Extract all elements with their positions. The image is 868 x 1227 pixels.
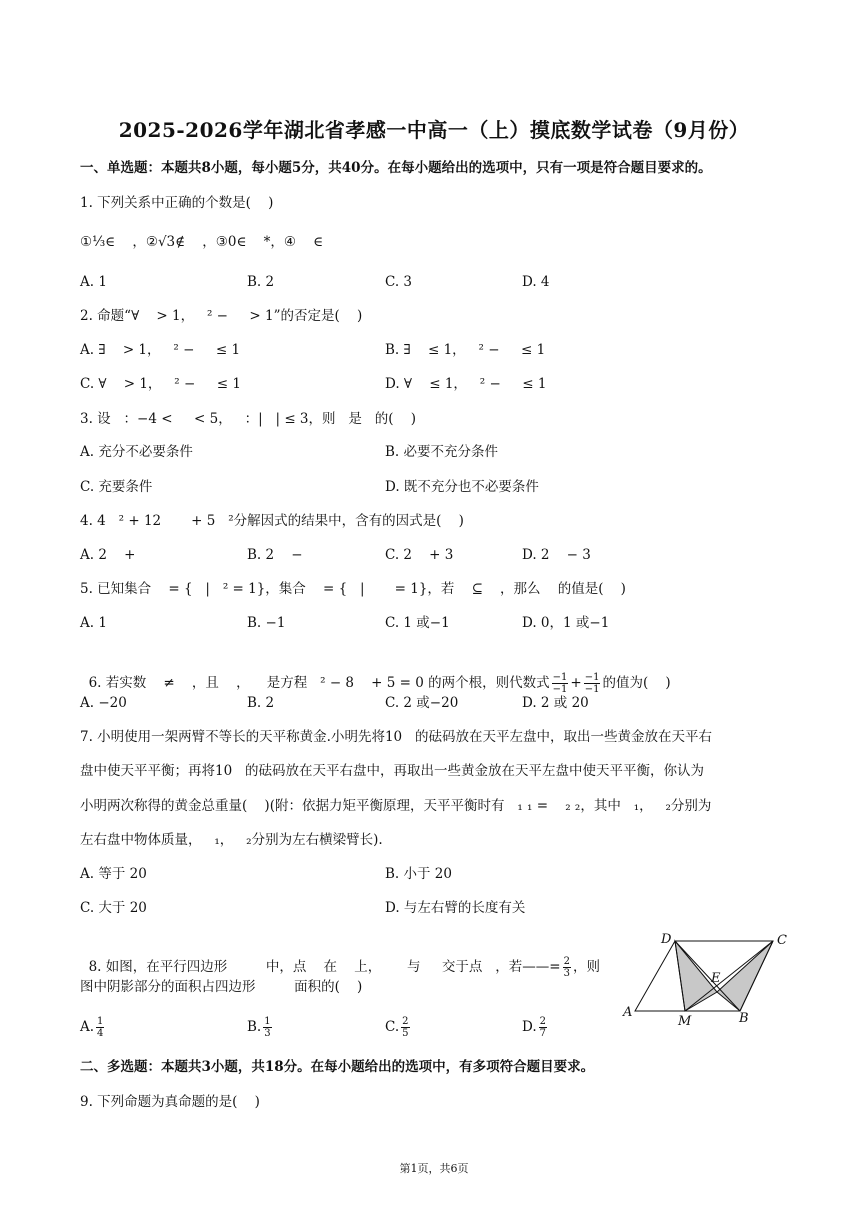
q2-option-b: B. ∃ ≤ 1， ² − ≤ 1 <box>385 342 546 358</box>
q1-option-d: D. 4 <box>522 274 550 290</box>
q8-ratio-denominator: 3 <box>563 968 570 979</box>
q7-option-b: B. 小于 20 <box>385 866 452 882</box>
q2-option-d: D. ∀ ≤ 1， ² − ≤ 1 <box>385 376 547 392</box>
q6-stem-part-a: 6. 若实数 ≠ ，且 ， 是方程 ² − 8 + 5 = 0 的两个根，则代数式 <box>88 675 550 691</box>
parallelogram-figure <box>615 926 795 1026</box>
q4-option-b: B. 2 − <box>247 547 303 563</box>
q2-option-c: C. ∀ > 1， ² − ≤ 1 <box>80 376 241 392</box>
q6-fraction-2 <box>584 672 601 695</box>
q1-option-a: A. 1 <box>80 274 107 290</box>
q8-option-a-label: A. <box>80 1019 95 1035</box>
q8-option-b-den: 3 <box>264 1028 271 1039</box>
label-b: B <box>739 1011 749 1026</box>
q8-option-d-label: D. <box>522 1019 537 1035</box>
q6-option-b: B. 2 <box>247 695 275 711</box>
question-6-stem <box>80 654 671 695</box>
q8-stem-part-a: 8. 如图，在平行四边形 中，点 在 上， 与 交于点 ，若—— <box>88 959 550 975</box>
q7-option-d: D. 与左右臂的长度有关 <box>385 900 526 916</box>
question-8-line-2: 图中阴影部分的面积占四边形 面积的( ) <box>80 979 363 995</box>
label-a: A <box>623 1005 633 1020</box>
question-7-line-3: 小明两次称得的黄金总重量( )(附：依据力矩平衡原理，天平平衡时有 ₁ ₁ = ₂ ₂，其中 ₁， ₂分别为 <box>80 798 712 814</box>
q7-option-a: A. 等于 20 <box>80 866 147 882</box>
q8-option-c-num: 2 <box>402 1016 409 1027</box>
q5-option-d: D. 0，1 或−1 <box>522 615 610 631</box>
q4-option-d: D. 2 − 3 <box>522 547 591 563</box>
q8-option-d-num: 2 <box>539 1016 547 1027</box>
q3-option-b: B. 必要不充分条件 <box>385 444 499 460</box>
q2-option-a: A. ∃ > 1， ² − ≤ 1 <box>80 342 241 358</box>
label-e: E <box>711 971 721 986</box>
q4-option-c: C. 2 + 3 <box>385 547 454 563</box>
q8-option-d-den: 7 <box>539 1028 547 1039</box>
q3-option-d: D. 既不充分也不必要条件 <box>385 479 539 495</box>
q8-equals: = <box>549 959 561 975</box>
section-2-heading: 二、多选题：本题共3小题，共18分。在每小题给出的选项中，有多项符合题目要求。 <box>80 1059 595 1075</box>
q8-option-c-label: C. <box>385 1019 400 1035</box>
question-2-stem: 2. 命题“∀ > 1， ² − > 1”的否定是( ) <box>80 308 363 324</box>
q3-option-c: C. 充要条件 <box>80 479 153 495</box>
q8-option-d <box>522 1016 549 1039</box>
q8-option-a-num: 1 <box>97 1016 104 1027</box>
question-9-stem: 9. 下列命题为真命题的是( ) <box>80 1094 260 1110</box>
q8-option-c <box>385 1016 412 1039</box>
q5-option-c: C. 1 或−1 <box>385 615 450 631</box>
q6-frac1-denominator: −1 <box>552 684 568 695</box>
question-7-line-4: 左右盘中物体质量， ₁， ₂分别为左右横梁臂长). <box>80 832 383 848</box>
q6-frac1-numerator: −1 <box>552 672 568 683</box>
q5-option-b: B. −1 <box>247 615 286 631</box>
q8-stem-part-b: ，则 <box>572 959 600 975</box>
q6-fraction-1 <box>552 672 569 695</box>
q8-option-c-den: 5 <box>402 1028 409 1039</box>
question-1-stem: 1. 下列关系中正确的个数是( ) <box>80 195 274 211</box>
q8-option-b-num: 1 <box>264 1016 271 1027</box>
q8-ratio-fraction <box>563 956 571 979</box>
page-footer: 第1页，共6页 <box>399 1162 469 1175</box>
question-5-stem: 5. 已知集合 = { | ² = 1}，集合 = { | = 1}，若 ⊆ ，那么 的值是( ) <box>80 581 626 597</box>
q6-frac2-numerator: −1 <box>584 672 600 683</box>
label-m: M <box>678 1014 692 1026</box>
q1-option-c: C. 3 <box>385 274 413 290</box>
question-7-line-1: 7. 小明使用一架两臂不等长的天平称黄金.小明先将10 的砝码放在天平左盘中，取出一些黄金放在天平右 <box>80 729 713 745</box>
q8-option-a-den: 4 <box>97 1028 104 1039</box>
question-1-items: ①⅓∈ ，②√3∉ ，③0∈ *，④ ∈ <box>80 234 324 250</box>
question-4-stem: 4. 4 ² + 12 + 5 ²分解因式的结果中，含有的因式是( ) <box>80 513 464 529</box>
q6-option-c: C. 2 或−20 <box>385 695 459 711</box>
q8-option-a <box>80 1016 106 1039</box>
q4-option-a: A. 2 + <box>80 547 136 563</box>
q6-plus: + <box>570 675 582 691</box>
q8-option-b-label: B. <box>247 1019 262 1035</box>
question-7-line-2: 盘中使天平平衡；再将10 的砝码放在天平右盘中，再取出一些黄金放在天平左盘中使天平平衡，你认为 <box>80 763 705 779</box>
q6-option-d: D. 2 或 20 <box>522 695 589 711</box>
question-3-stem: 3. 设 ：−4 < < 5， ：| | ≤ 3，则 是 的( ) <box>80 411 416 427</box>
q7-option-c: C. 大于 20 <box>80 900 147 916</box>
label-d: D <box>661 932 672 947</box>
question-8-stem <box>80 938 600 979</box>
q8-ratio-numerator: 2 <box>563 956 570 967</box>
section-1-heading: 一、单选题：本题共8小题，每小题5分，共40分。在每小题给出的选项中，只有一项是符合题目要求的。 <box>80 160 712 176</box>
q3-option-a: A. 充分不必要条件 <box>80 444 193 460</box>
label-c: C <box>777 933 787 948</box>
q6-option-a: A. −20 <box>80 695 127 711</box>
q1-option-b: B. 2 <box>247 274 275 290</box>
q5-option-a: A. 1 <box>80 615 107 631</box>
q6-frac2-denominator: −1 <box>584 684 600 695</box>
q8-option-b <box>247 1016 274 1039</box>
q6-stem-part-b: 的值为( ) <box>602 675 671 691</box>
page-title: 2025-2026学年湖北省孝感一中高一（上）摸底数学试卷（9月份） <box>118 118 750 142</box>
